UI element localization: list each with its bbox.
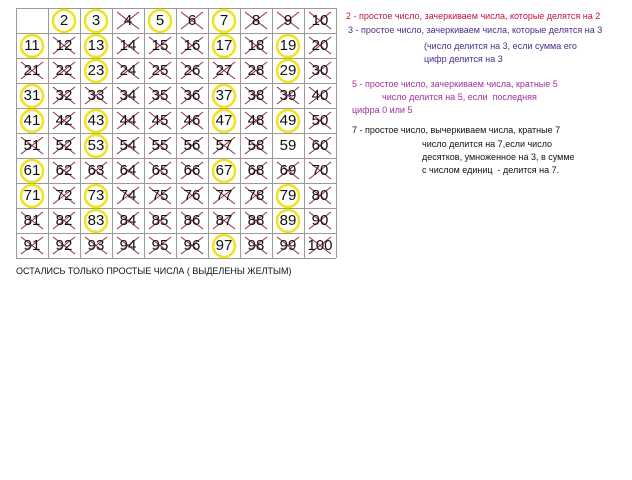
grid-cell-74 (112, 183, 144, 208)
grid-cell-75 (144, 183, 176, 208)
grid-cell-number: 26 (183, 62, 201, 79)
grid-cell-number: 45 (151, 112, 169, 129)
grid-cell-7 (208, 8, 240, 33)
grid-cell-number: 96 (183, 237, 201, 254)
grid-cell-80 (304, 183, 336, 208)
grid-cell-70 (304, 158, 336, 183)
grid-cell-number: 18 (247, 37, 265, 54)
grid-cell-number: 23 (87, 62, 105, 79)
grid-cell-21 (16, 58, 48, 83)
grid-cell-89 (272, 208, 304, 233)
grid-cell-90 (304, 208, 336, 233)
grid-cell-number: 81 (23, 212, 41, 229)
grid-cell-number: 19 (279, 37, 297, 54)
grid-cell-number: 9 (283, 12, 293, 29)
grid-cell-56 (176, 133, 208, 158)
grid-cell-30 (304, 58, 336, 83)
grid-cell-number: 22 (55, 62, 73, 79)
grid-cell-number: 49 (279, 112, 297, 129)
grid-cell-68 (240, 158, 272, 183)
rule-2-note: 2 - простое число, зачеркиваем числа, которые делятся на 2 (346, 11, 601, 21)
grid-cell-27 (208, 58, 240, 83)
grid-cell-100 (304, 233, 336, 258)
grid-cell-number: 86 (183, 212, 201, 229)
grid-cell-number: 79 (279, 187, 297, 204)
grid-cell-number: 37 (215, 87, 233, 104)
grid-cell-number: 38 (247, 87, 265, 104)
grid-cell-number: 24 (119, 62, 137, 79)
grid-cell-55 (144, 133, 176, 158)
grid-cell-41 (16, 108, 48, 133)
grid-cell-92 (48, 233, 80, 258)
grid-cell-number: 77 (215, 187, 233, 204)
grid-cell-number: 93 (87, 237, 105, 254)
grid-cell-23 (80, 58, 112, 83)
grid-cell-98 (240, 233, 272, 258)
grid-cell-number: 98 (247, 237, 265, 254)
grid-cell-number: 4 (123, 12, 133, 29)
grid-cell-87 (208, 208, 240, 233)
grid-cell-number: 84 (119, 212, 137, 229)
grid-cell-3 (80, 8, 112, 33)
grid-cell-39 (272, 83, 304, 108)
grid-cell-number: 42 (55, 112, 73, 129)
grid-cell-85 (144, 208, 176, 233)
grid-cell-35 (144, 83, 176, 108)
grid-cell-number: 14 (119, 37, 137, 54)
grid-cell-number: 100 (307, 237, 333, 254)
grid-cell-38 (240, 83, 272, 108)
grid-cell-number: 7 (219, 12, 229, 29)
grid-cell-14 (112, 33, 144, 58)
grid-cell-empty (16, 8, 48, 33)
grid-cell-73 (80, 183, 112, 208)
grid-cell-15 (144, 33, 176, 58)
grid-cell-60 (304, 133, 336, 158)
grid-cell-number: 53 (87, 137, 105, 154)
grid-cell-number: 52 (55, 137, 73, 154)
grid-cell-number: 47 (215, 112, 233, 129)
grid-cell-number: 35 (151, 87, 169, 104)
grid-cell-29 (272, 58, 304, 83)
grid-cell-number: 25 (151, 62, 169, 79)
grid-cell-number: 94 (119, 237, 137, 254)
grid-cell-number: 91 (23, 237, 41, 254)
grid-cell-45 (144, 108, 176, 133)
grid-cell-number: 64 (119, 162, 137, 179)
number-grid (16, 8, 337, 259)
grid-cell-52 (48, 133, 80, 158)
grid-cell-number: 33 (87, 87, 105, 104)
grid-cell-number: 65 (151, 162, 169, 179)
grid-cell-50 (304, 108, 336, 133)
grid-cell-4 (112, 8, 144, 33)
grid-cell-number: 10 (311, 12, 329, 29)
grid-cell-6 (176, 8, 208, 33)
grid-cell-number: 74 (119, 187, 137, 204)
grid-cell-number: 3 (91, 12, 101, 29)
grid-cell-65 (144, 158, 176, 183)
grid-cell-79 (272, 183, 304, 208)
grid-cell-number: 40 (311, 87, 329, 104)
grid-cell-33 (80, 83, 112, 108)
grid-cell-17 (208, 33, 240, 58)
grid-cell-12 (48, 33, 80, 58)
grid-cell-number: 36 (183, 87, 201, 104)
grid-cell-49 (272, 108, 304, 133)
grid-cell-number: 46 (183, 112, 201, 129)
grid-cell-number: 99 (279, 237, 297, 254)
grid-cell-62 (48, 158, 80, 183)
grid-cell-25 (144, 58, 176, 83)
rule-7-note: 7 - простое число, вычеркиваем числа, кратные 7 (352, 125, 561, 135)
grid-cell-43 (80, 108, 112, 133)
grid-cell-26 (176, 58, 208, 83)
grid-cell-51 (16, 133, 48, 158)
grid-cell-5 (144, 8, 176, 33)
grid-cell-number: 78 (247, 187, 265, 204)
grid-cell-number: 39 (279, 87, 297, 104)
grid-cell-number: 57 (215, 137, 233, 154)
grid-cell-number: 88 (247, 212, 265, 229)
grid-cell-53 (80, 133, 112, 158)
grid-cell-44 (112, 108, 144, 133)
grid-cell-number: 44 (119, 112, 137, 129)
grid-cell-number: 95 (151, 237, 169, 254)
grid-cell-2 (48, 8, 80, 33)
grid-cell-64 (112, 158, 144, 183)
grid-cell-number: 13 (87, 37, 105, 54)
grid-cell-number: 29 (279, 62, 297, 79)
grid-cell-number: 30 (311, 62, 329, 79)
grid-cell-number: 51 (23, 137, 41, 154)
grid-cell-number: 8 (251, 12, 261, 29)
grid-cell-72 (48, 183, 80, 208)
grid-cell-93 (80, 233, 112, 258)
grid-cell-11 (16, 33, 48, 58)
grid-cell-number: 85 (151, 212, 169, 229)
grid-cell-number: 5 (155, 12, 165, 29)
grid-cell-58 (240, 133, 272, 158)
grid-cell-10 (304, 8, 336, 33)
grid-cell-18 (240, 33, 272, 58)
grid-cell-number: 6 (187, 12, 197, 29)
grid-cell-number: 34 (119, 87, 137, 104)
grid-cell-19 (272, 33, 304, 58)
grid-cell-32 (48, 83, 80, 108)
grid-cell-8 (240, 8, 272, 33)
grid-cell-24 (112, 58, 144, 83)
grid-cell-number: 15 (151, 37, 169, 54)
grid-cell-13 (80, 33, 112, 58)
grid-cell-number: 68 (247, 162, 265, 179)
grid-cell-number: 76 (183, 187, 201, 204)
rule-7-hint: число делится на 7,если число десятков, умноженное на 3, в сумме с числом единиц - делится на 7. (422, 139, 575, 175)
grid-cell-number: 41 (23, 112, 41, 129)
grid-cell-28 (240, 58, 272, 83)
grid-cell-97 (208, 233, 240, 258)
grid-cell-number: 71 (23, 187, 41, 204)
grid-cell-number: 63 (87, 162, 105, 179)
grid-cell-number: 43 (87, 112, 105, 129)
grid-cell-22 (48, 58, 80, 83)
grid-cell-number: 87 (215, 212, 233, 229)
grid-cell-88 (240, 208, 272, 233)
grid-cell-number: 59 (279, 137, 297, 154)
grid-cell-16 (176, 33, 208, 58)
grid-cell-99 (272, 233, 304, 258)
grid-cell-20 (304, 33, 336, 58)
grid-cell-42 (48, 108, 80, 133)
grid-cell-61 (16, 158, 48, 183)
grid-cell-number: 82 (55, 212, 73, 229)
grid-cell-78 (240, 183, 272, 208)
grid-cell-83 (80, 208, 112, 233)
grid-cell-number: 32 (55, 87, 73, 104)
grid-cell-number: 90 (311, 212, 329, 229)
grid-cell-71 (16, 183, 48, 208)
grid-cell-84 (112, 208, 144, 233)
grid-cell-number: 54 (119, 137, 137, 154)
grid-cell-number: 31 (23, 87, 41, 104)
grid-cell-number: 2 (59, 12, 69, 29)
grid-cell-86 (176, 208, 208, 233)
grid-cell-number: 73 (87, 187, 105, 204)
grid-cell-number: 50 (311, 112, 329, 129)
grid-cell-number: 20 (311, 37, 329, 54)
grid-cell-number: 72 (55, 187, 73, 204)
grid-cell-40 (304, 83, 336, 108)
grid-cell-66 (176, 158, 208, 183)
grid-cell-59 (272, 133, 304, 158)
grid-cell-91 (16, 233, 48, 258)
grid-cell-number: 12 (55, 37, 73, 54)
grid-cell-67 (208, 158, 240, 183)
grid-cell-34 (112, 83, 144, 108)
grid-cell-77 (208, 183, 240, 208)
grid-cell-number: 83 (87, 212, 105, 229)
grid-cell-number: 55 (151, 137, 169, 154)
grid-cell-number: 58 (247, 137, 265, 154)
grid-cell-number: 60 (311, 137, 329, 154)
grid-cell-number: 17 (215, 37, 233, 54)
grid-cell-95 (144, 233, 176, 258)
grid-cell-number: 89 (279, 212, 297, 229)
grid-cell-number: 11 (24, 37, 40, 54)
grid-cell-number: 28 (247, 62, 265, 79)
grid-cell-76 (176, 183, 208, 208)
grid-cell-37 (208, 83, 240, 108)
grid-cell-69 (272, 158, 304, 183)
grid-cell-number: 75 (151, 187, 169, 204)
grid-cell-63 (80, 158, 112, 183)
grid-cell-81 (16, 208, 48, 233)
grid-cell-54 (112, 133, 144, 158)
grid-cell-47 (208, 108, 240, 133)
grid-cell-number: 62 (55, 162, 73, 179)
grid-cell-94 (112, 233, 144, 258)
grid-cell-number: 27 (215, 62, 233, 79)
grid-cell-48 (240, 108, 272, 133)
grid-cell-36 (176, 83, 208, 108)
grid-cell-9 (272, 8, 304, 33)
grid-cell-57 (208, 133, 240, 158)
grid-cell-number: 70 (311, 162, 329, 179)
rule-3-hint: (число делится на 3, если сумма его цифр делится на 3 (424, 41, 577, 64)
grid-cell-number: 56 (183, 137, 201, 154)
grid-cell-31 (16, 83, 48, 108)
grid-cell-number: 48 (247, 112, 265, 129)
grid-cell-number: 16 (183, 37, 201, 54)
grid-cell-96 (176, 233, 208, 258)
rule-5-note: 5 - простое число, зачеркиваем числа, кратные 5 число делится на 5, если последняя цифра 0 или 5 (352, 79, 558, 115)
grid-cell-82 (48, 208, 80, 233)
rule-3-note: 3 - простое число, зачеркиваем числа, которые делятся на 3 (348, 25, 603, 35)
grid-cell-number: 80 (311, 187, 329, 204)
grid-cell-number: 97 (215, 237, 233, 254)
remaining-primes-note: ОСТАЛИСЬ ТОЛЬКО ПРОСТЫЕ ЧИСЛА ( ВЫДЕЛЕНЫ ЖЕЛТЫМ) (16, 266, 292, 276)
grid-cell-number: 92 (55, 237, 73, 254)
grid-cell-number: 61 (23, 162, 41, 179)
grid-cell-number: 69 (279, 162, 297, 179)
grid-cell-number: 66 (183, 162, 201, 179)
grid-cell-number: 67 (215, 162, 233, 179)
grid-cell-46 (176, 108, 208, 133)
grid-cell-number: 21 (23, 62, 41, 79)
